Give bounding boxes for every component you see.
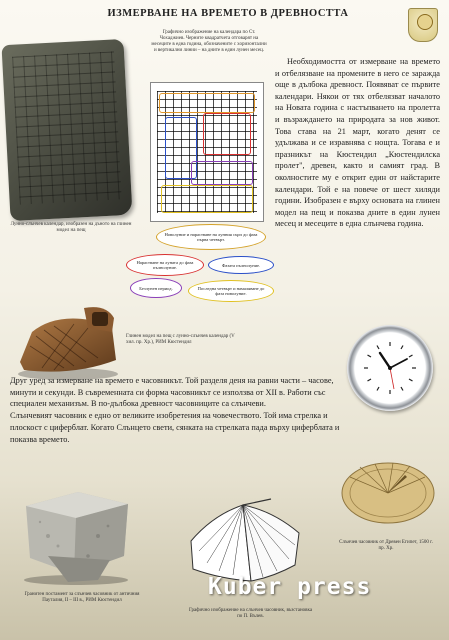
intro-paragraph: Необходимостта от измерване на времето и отбелязване на промените в него се заражда още в дълбока древност. Появяват се първите календари. Някои от тях отбелязват началото на Новата година с настъпването на пролетта и възраждането на природата за нов живот. Това става на 21 март, когато денят се удължава и се изравнява с нощта. Тогава е и празникът на Кюстендил „Кюстендилска пролет", древен, както и самият град. В околностите му е открит един от найстарите календари. Той е на повече от шест хиляди години. Изобразен е върху основата на глинен модел на пещ и показва дните в един лунен месец и месеците в една слънчева година.: [275, 57, 440, 229]
clock-paragraph-2: Слънчевият часовник е едно от великите изобретения на човечеството. Той има стрелка и плоскост с циферблат. Когато Слънцето свети, сянката на стрелката пада върху циферблата и показва времето.: [10, 411, 340, 444]
calendar-diagram: [150, 82, 264, 222]
oven-caption: Глинен модел на пещ с лунно-слънчев календар (V хил. пр. Хр.), РИМ Кюстендил: [126, 334, 235, 345]
clay-tablet-image: [1, 39, 132, 221]
granite-pedestal-image: [18, 486, 133, 586]
phase-oval-waxing: Нарастване на луната до фаза пълнолуние.: [126, 254, 204, 276]
museum-crest-logo: [408, 8, 438, 42]
sundial-caption: Слънчев часовник от Древен Египет, 1500 г. пр. Хр.: [339, 540, 433, 551]
phase-oval-new-moon: Новолуние и нарастване на лунния сърп до фаза първа четвърт.: [156, 224, 266, 250]
phase-oval-moonless: Безлунен период.: [130, 278, 182, 298]
egyptian-sundial-image: [335, 447, 441, 537]
clay-oven-model-image: [14, 302, 122, 382]
clock-paragraph: [10, 375, 340, 445]
phase-oval-last-quarter: Последна четвърт и намаляване до фаза новолуние.: [188, 280, 274, 302]
pedestal-caption: Гранитен постамент за слънчев часовник от античния Пауталия, II – III в., РИМ Кюстендил: [24, 592, 140, 603]
tablet-caption: Лунно-слънчев календар, изобразен на дъното на глинен модел на пещ: [10, 222, 132, 233]
clock-paragraph-1: Друг уред за измерване на времето е часовникът. Той разделя деня на равни части – часове, минути и секунди. В съвременната си форма часовникът се използва от XII в. Работи със специален механизъм. В по-дълбока древност часовниците са слънчеви.: [10, 376, 334, 409]
page-title: ИЗМЕРВАНЕ НА ВРЕМЕТО В ДРЕВНОСТТА: [107, 8, 349, 19]
phase-oval-full-moon: Фазата пълнолуние.: [208, 256, 274, 274]
wall-clock-image: [347, 325, 433, 411]
diagram-caption: Графично изображение на календара по Ст. Чохаджиев. Черните квадратчета отговарят на месеците в една година, обозначените с хоризонтални и вертикални линии – на дните в един лунен месец.: [151, 30, 267, 53]
watermark: Kuber press: [208, 574, 372, 600]
sundial-drawing-caption: Графично изображение на слънчев часовник, възстановка по П. Вълев.: [188, 608, 313, 619]
